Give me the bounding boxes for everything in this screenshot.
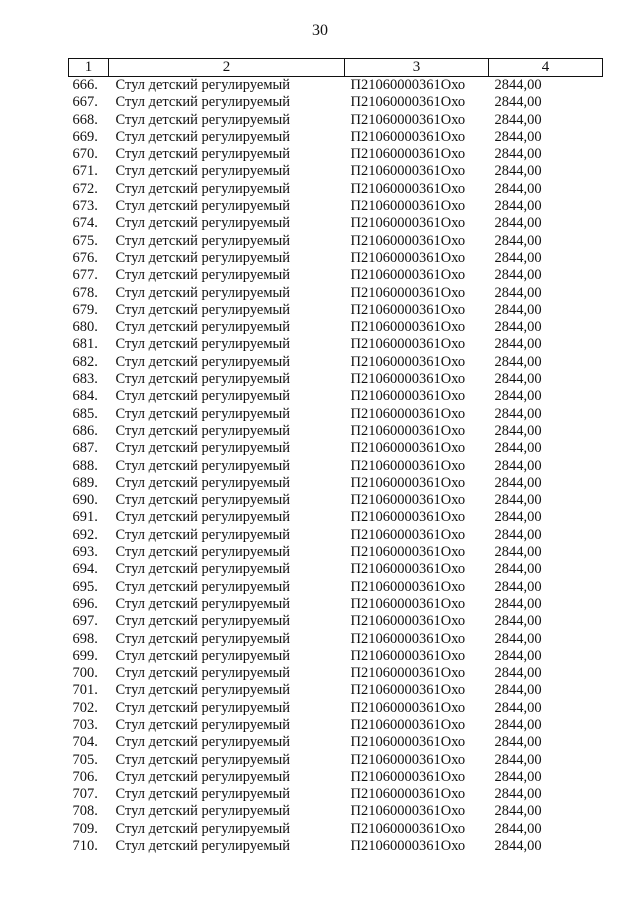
item-price: 2844,00 <box>494 232 542 249</box>
row-number: 704. <box>72 734 98 751</box>
item-price: 2844,00 <box>494 786 542 803</box>
row-number: 683. <box>72 371 98 388</box>
item-name: Стул детский регулируемый <box>115 94 291 111</box>
table-row <box>69 613 603 630</box>
table-row <box>69 181 603 198</box>
table-row <box>69 77 603 95</box>
item-price: 2844,00 <box>494 163 542 180</box>
table-row <box>69 821 603 838</box>
item-name: Стул детский регулируемый <box>115 699 291 716</box>
row-number: 667. <box>72 94 98 111</box>
table-header <box>69 59 603 77</box>
row-number: 703. <box>72 716 98 733</box>
row-number: 682. <box>72 353 98 370</box>
item-code: П21060000361Охо <box>350 734 466 751</box>
item-code: П21060000361Охо <box>350 699 466 716</box>
row-number: 706. <box>72 768 98 785</box>
item-code: П21060000361Охо <box>350 180 466 197</box>
item-price: 2844,00 <box>494 578 542 595</box>
item-price: 2844,00 <box>494 388 542 405</box>
item-code: П21060000361Охо <box>350 578 466 595</box>
item-price: 2844,00 <box>494 561 542 578</box>
table-row <box>69 596 603 613</box>
item-price: 2844,00 <box>494 803 542 820</box>
item-name: Стул детский регулируемый <box>115 838 291 855</box>
item-code: П21060000361Охо <box>350 249 466 266</box>
row-number: 701. <box>72 682 98 699</box>
item-price: 2844,00 <box>494 371 542 388</box>
row-number: 700. <box>72 665 98 682</box>
item-price: 2844,00 <box>494 768 542 785</box>
table-row <box>69 803 603 820</box>
item-code: П21060000361Охо <box>350 838 466 855</box>
item-name: Стул детский регулируемый <box>115 353 291 370</box>
table-row <box>69 527 603 544</box>
item-code: П21060000361Охо <box>350 820 466 837</box>
item-name: Стул детский регулируемый <box>115 768 291 785</box>
table-row <box>69 285 603 302</box>
table-row <box>69 406 603 423</box>
item-name: Стул детский регулируемый <box>115 457 291 474</box>
item-code: П21060000361Охо <box>350 492 466 509</box>
table-row <box>69 423 603 440</box>
row-number: 677. <box>72 267 98 284</box>
row-number: 673. <box>72 198 98 215</box>
item-code: П21060000361Охо <box>350 319 466 336</box>
header-col-1: 1 <box>69 59 109 77</box>
row-number: 679. <box>72 301 98 318</box>
item-price: 2844,00 <box>494 751 542 768</box>
item-code: П21060000361Охо <box>350 128 466 145</box>
item-price: 2844,00 <box>494 734 542 751</box>
item-code: П21060000361Охо <box>350 613 466 630</box>
row-number: 678. <box>72 284 98 301</box>
row-number: 666. <box>72 77 98 93</box>
table-row <box>69 458 603 475</box>
item-code: П21060000361Охо <box>350 215 466 232</box>
row-number: 668. <box>72 111 98 128</box>
table-row <box>69 112 603 129</box>
item-name: Стул детский регулируемый <box>115 77 291 93</box>
item-name: Стул детский регулируемый <box>115 180 291 197</box>
item-price: 2844,00 <box>494 492 542 509</box>
item-name: Стул детский регулируемый <box>115 128 291 145</box>
item-price: 2844,00 <box>494 544 542 561</box>
table-row <box>69 146 603 163</box>
header-col-2: 2 <box>109 59 345 77</box>
item-price: 2844,00 <box>494 284 542 301</box>
item-name: Стул детский регулируемый <box>115 388 291 405</box>
table-row <box>69 509 603 526</box>
item-name: Стул детский регулируемый <box>115 734 291 751</box>
item-name: Стул детский регулируемый <box>115 578 291 595</box>
item-name: Стул детский регулируемый <box>115 682 291 699</box>
inventory-table <box>68 58 603 855</box>
item-price: 2844,00 <box>494 699 542 716</box>
item-price: 2844,00 <box>494 440 542 457</box>
item-name: Стул детский регулируемый <box>115 146 291 163</box>
item-price: 2844,00 <box>494 180 542 197</box>
item-code: П21060000361Охо <box>350 301 466 318</box>
item-name: Стул детский регулируемый <box>115 492 291 509</box>
item-name: Стул детский регулируемый <box>115 405 291 422</box>
row-number: 709. <box>72 820 98 837</box>
item-code: П21060000361Охо <box>350 751 466 768</box>
item-name: Стул детский регулируемый <box>115 595 291 612</box>
item-name: Стул детский регулируемый <box>115 163 291 180</box>
item-code: П21060000361Охо <box>350 630 466 647</box>
table-row <box>69 250 603 267</box>
table-row <box>69 198 603 215</box>
table-row <box>69 717 603 734</box>
item-code: П21060000361Охо <box>350 665 466 682</box>
item-name: Стул детский регулируемый <box>115 647 291 664</box>
item-name: Стул детский регулируемый <box>115 232 291 249</box>
table-body <box>69 77 603 856</box>
item-price: 2844,00 <box>494 128 542 145</box>
item-name: Стул детский регулируемый <box>115 474 291 491</box>
row-number: 670. <box>72 146 98 163</box>
row-number: 697. <box>72 613 98 630</box>
table-row <box>69 786 603 803</box>
item-code: П21060000361Охо <box>350 232 466 249</box>
item-price: 2844,00 <box>494 198 542 215</box>
item-name: Стул детский регулируемый <box>115 336 291 353</box>
inventory-table-container <box>68 58 602 855</box>
item-price: 2844,00 <box>494 301 542 318</box>
row-number: 689. <box>72 474 98 491</box>
item-name: Стул детский регулируемый <box>115 284 291 301</box>
item-name: Стул детский регулируемый <box>115 561 291 578</box>
item-code: П21060000361Охо <box>350 94 466 111</box>
row-number: 680. <box>72 319 98 336</box>
item-price: 2844,00 <box>494 336 542 353</box>
item-name: Стул детский регулируемый <box>115 630 291 647</box>
item-code: П21060000361Охо <box>350 405 466 422</box>
row-number: 685. <box>72 405 98 422</box>
table-row <box>69 544 603 561</box>
item-code: П21060000361Охо <box>350 388 466 405</box>
item-name: Стул детский регулируемый <box>115 820 291 837</box>
row-number: 681. <box>72 336 98 353</box>
row-number: 702. <box>72 699 98 716</box>
item-code: П21060000361Охо <box>350 768 466 785</box>
row-number: 688. <box>72 457 98 474</box>
table-row <box>69 475 603 492</box>
item-code: П21060000361Охо <box>350 803 466 820</box>
item-code: П21060000361Охо <box>350 544 466 561</box>
row-number: 686. <box>72 422 98 439</box>
row-number: 684. <box>72 388 98 405</box>
table-row <box>69 631 603 648</box>
item-price: 2844,00 <box>494 509 542 526</box>
item-code: П21060000361Охо <box>350 440 466 457</box>
row-number: 698. <box>72 630 98 647</box>
item-price: 2844,00 <box>494 215 542 232</box>
table-row <box>69 371 603 388</box>
page-number: 30 <box>312 22 328 39</box>
table-row <box>69 388 603 405</box>
item-code: П21060000361Охо <box>350 561 466 578</box>
row-number: 710. <box>72 838 98 855</box>
table-row <box>69 769 603 786</box>
table-row <box>69 734 603 751</box>
item-price: 2844,00 <box>494 647 542 664</box>
item-price: 2844,00 <box>494 613 542 630</box>
item-name: Стул детский регулируемый <box>115 544 291 561</box>
item-code: П21060000361Охо <box>350 716 466 733</box>
table-row <box>69 215 603 232</box>
item-code: П21060000361Охо <box>350 457 466 474</box>
item-code: П21060000361Охо <box>350 77 466 93</box>
table-row <box>69 233 603 250</box>
item-price: 2844,00 <box>494 526 542 543</box>
item-price: 2844,00 <box>494 838 542 855</box>
item-price: 2844,00 <box>494 111 542 128</box>
item-name: Стул детский регулируемый <box>115 371 291 388</box>
table-row <box>69 561 603 578</box>
row-number: 692. <box>72 526 98 543</box>
item-name: Стул детский регулируемый <box>115 803 291 820</box>
header-col-4: 4 <box>489 59 603 77</box>
row-number: 694. <box>72 561 98 578</box>
header-col-3: 3 <box>345 59 489 77</box>
table-row <box>69 319 603 336</box>
item-code: П21060000361Охо <box>350 198 466 215</box>
item-code: П21060000361Охо <box>350 595 466 612</box>
row-number: 707. <box>72 786 98 803</box>
item-code: П21060000361Охо <box>350 474 466 491</box>
item-price: 2844,00 <box>494 665 542 682</box>
table-row <box>69 129 603 146</box>
row-number: 687. <box>72 440 98 457</box>
table-row <box>69 354 603 371</box>
item-name: Стул детский регулируемый <box>115 111 291 128</box>
item-code: П21060000361Охо <box>350 422 466 439</box>
row-number: 669. <box>72 128 98 145</box>
table-row <box>69 752 603 769</box>
table-row <box>69 267 603 284</box>
item-price: 2844,00 <box>494 630 542 647</box>
table-row <box>69 665 603 682</box>
table-row <box>69 94 603 111</box>
row-number: 693. <box>72 544 98 561</box>
item-code: П21060000361Охо <box>350 146 466 163</box>
row-number: 671. <box>72 163 98 180</box>
item-name: Стул детский регулируемый <box>115 509 291 526</box>
item-price: 2844,00 <box>494 94 542 111</box>
item-price: 2844,00 <box>494 77 542 93</box>
item-code: П21060000361Охо <box>350 371 466 388</box>
table-row <box>69 302 603 319</box>
item-name: Стул детский регулируемый <box>115 215 291 232</box>
item-price: 2844,00 <box>494 474 542 491</box>
row-number: 696. <box>72 595 98 612</box>
item-code: П21060000361Охо <box>350 682 466 699</box>
item-price: 2844,00 <box>494 405 542 422</box>
item-name: Стул детский регулируемый <box>115 267 291 284</box>
table-row <box>69 163 603 180</box>
table-row <box>69 648 603 665</box>
row-number: 690. <box>72 492 98 509</box>
row-number: 676. <box>72 249 98 266</box>
item-name: Стул детский регулируемый <box>115 786 291 803</box>
row-number: 695. <box>72 578 98 595</box>
item-price: 2844,00 <box>494 595 542 612</box>
table-row <box>69 336 603 353</box>
item-code: П21060000361Охо <box>350 163 466 180</box>
item-name: Стул детский регулируемый <box>115 301 291 318</box>
item-name: Стул детский регулируемый <box>115 665 291 682</box>
table-row <box>69 682 603 699</box>
item-code: П21060000361Охо <box>350 786 466 803</box>
item-price: 2844,00 <box>494 267 542 284</box>
item-code: П21060000361Охо <box>350 526 466 543</box>
item-name: Стул детский регулируемый <box>115 198 291 215</box>
row-number: 675. <box>72 232 98 249</box>
item-price: 2844,00 <box>494 716 542 733</box>
item-code: П21060000361Охо <box>350 353 466 370</box>
item-code: П21060000361Охо <box>350 647 466 664</box>
item-price: 2844,00 <box>494 682 542 699</box>
table-row <box>69 579 603 596</box>
item-price: 2844,00 <box>494 422 542 439</box>
item-name: Стул детский регулируемый <box>115 422 291 439</box>
row-number: 674. <box>72 215 98 232</box>
item-name: Стул детский регулируемый <box>115 751 291 768</box>
item-code: П21060000361Охо <box>350 111 466 128</box>
item-price: 2844,00 <box>494 457 542 474</box>
table-row <box>69 700 603 717</box>
header-row <box>69 59 603 77</box>
row-number: 705. <box>72 751 98 768</box>
item-name: Стул детский регулируемый <box>115 526 291 543</box>
item-price: 2844,00 <box>494 249 542 266</box>
table-row <box>69 440 603 457</box>
item-name: Стул детский регулируемый <box>115 613 291 630</box>
item-price: 2844,00 <box>494 353 542 370</box>
item-price: 2844,00 <box>494 319 542 336</box>
item-name: Стул детский регулируемый <box>115 249 291 266</box>
row-number: 699. <box>72 647 98 664</box>
table-row <box>69 838 603 855</box>
row-number: 708. <box>72 803 98 820</box>
row-number: 672. <box>72 180 98 197</box>
item-code: П21060000361Охо <box>350 509 466 526</box>
item-code: П21060000361Охо <box>350 336 466 353</box>
item-price: 2844,00 <box>494 146 542 163</box>
item-name: Стул детский регулируемый <box>115 319 291 336</box>
item-code: П21060000361Охо <box>350 267 466 284</box>
item-price: 2844,00 <box>494 820 542 837</box>
row-number: 691. <box>72 509 98 526</box>
item-name: Стул детский регулируемый <box>115 440 291 457</box>
item-code: П21060000361Охо <box>350 284 466 301</box>
item-name: Стул детский регулируемый <box>115 716 291 733</box>
table-row <box>69 492 603 509</box>
